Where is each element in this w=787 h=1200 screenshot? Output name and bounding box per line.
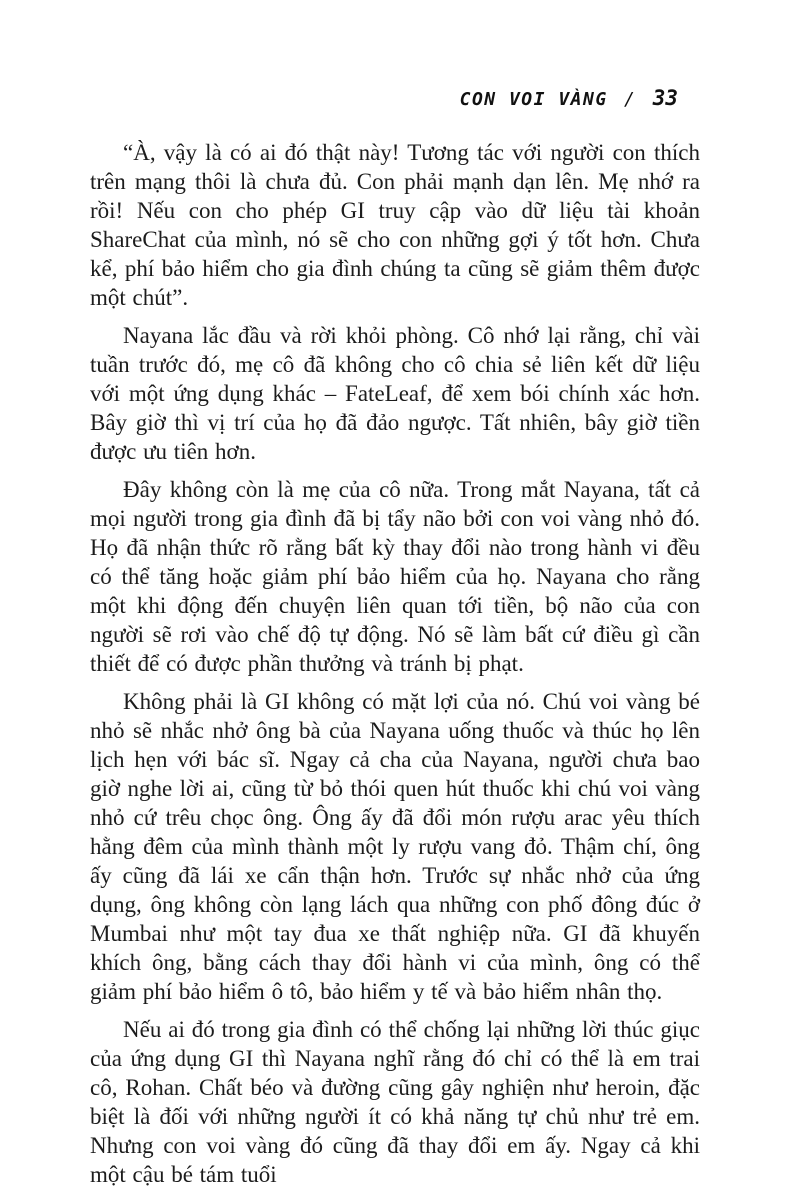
paragraph: Nayana lắc đầu và rời khỏi phòng. Cô nhớ lại rằng, chỉ vài tuần trước đó, mẹ cô đã không cho cô chia sẻ liên kết dữ liệu với một ứng dụng khác – FateLeaf, để xem bói chính xác hơn. Bây giờ thì vị trí của họ đã đảo ngược. Tất nhiên, bây giờ tiền được ưu tiên hơn. — [90, 323, 700, 464]
running-header — [90, 86, 678, 110]
paragraph: Đây không còn là mẹ của cô nữa. Trong mắt Nayana, tất cả mọi người trong gia đình đã bị tẩy não bởi con voi vàng nhỏ đó. Họ đã nhận thức rõ rằng bất kỳ thay đổi nào trong hành vi đều có thể tăng hoặc giảm phí bảo hiểm của họ. Nayana cho rằng một khi động đến chuyện liên quan tới tiền, bộ não của con người sẽ rơi vào chế độ tự động. Nó sẽ làm bất cứ điều gì cần thiết để có được phần thưởng và tránh bị phạt. — [90, 477, 700, 676]
paragraph: Nếu ai đó trong gia đình có thể chống lại những lời thúc giục của ứng dụng GI thì Nayana nghĩ rằng đó chỉ có thể là em trai cô, Rohan. Chất béo và đường cũng gây nghiện như heroin, đặc biệt là đối với những người ít có khả năng tự chủ như trẻ em. Nhưng con voi vàng đó cũng đã thay đổi em ấy. Ngay cả khi một cậu bé tám tuổi — [90, 1017, 700, 1187]
body-text — [90, 138, 700, 1198]
header-separator: / — [624, 89, 637, 110]
paragraph: “À, vậy là có ai đó thật này! Tương tác với người con thích trên mạng thôi là chưa đủ. Con phải mạnh dạn lên. Mẹ nhớ ra rồi! Nếu con cho phép GI truy cập vào dữ liệu tài khoản ShareChat của mình, nó sẽ cho con những gợi ý tốt hơn. Chưa kể, phí bảo hiểm cho gia đình chúng ta cũng sẽ giảm thêm được một chút”. — [90, 140, 700, 310]
paragraph: Không phải là GI không có mặt lợi của nó. Chú voi vàng bé nhỏ sẽ nhắc nhở ông bà của Nayana uống thuốc và thúc họ lên lịch hẹn với bác sĩ. Ngay cả cha của Nayana, người chưa bao giờ nghe lời ai, cũng từ bỏ thói quen hút thuốc khi chú voi vàng nhỏ cứ trêu chọc ông. Ông ấy đã đổi món rượu arac yêu thích hằng đêm của mình thành một ly rượu vang đỏ. Thậm chí, ông ấy cũng đã lái xe cẩn thận hơn. Trước sự nhắc nhở của ứng dụng, ông không còn lạng lách qua những con phố đông đúc ở Mumbai như một tay đua xe thất nghiệp nữa. GI đã khuyến khích ông, bằng cách thay đổi hành vi của mình, ông có thể giảm phí bảo hiểm ô tô, bảo hiểm y tế và bảo hiểm nhân thọ. — [90, 689, 700, 1004]
book-title: CON VOI VÀNG — [459, 89, 608, 110]
page-number: 33 — [652, 86, 678, 110]
